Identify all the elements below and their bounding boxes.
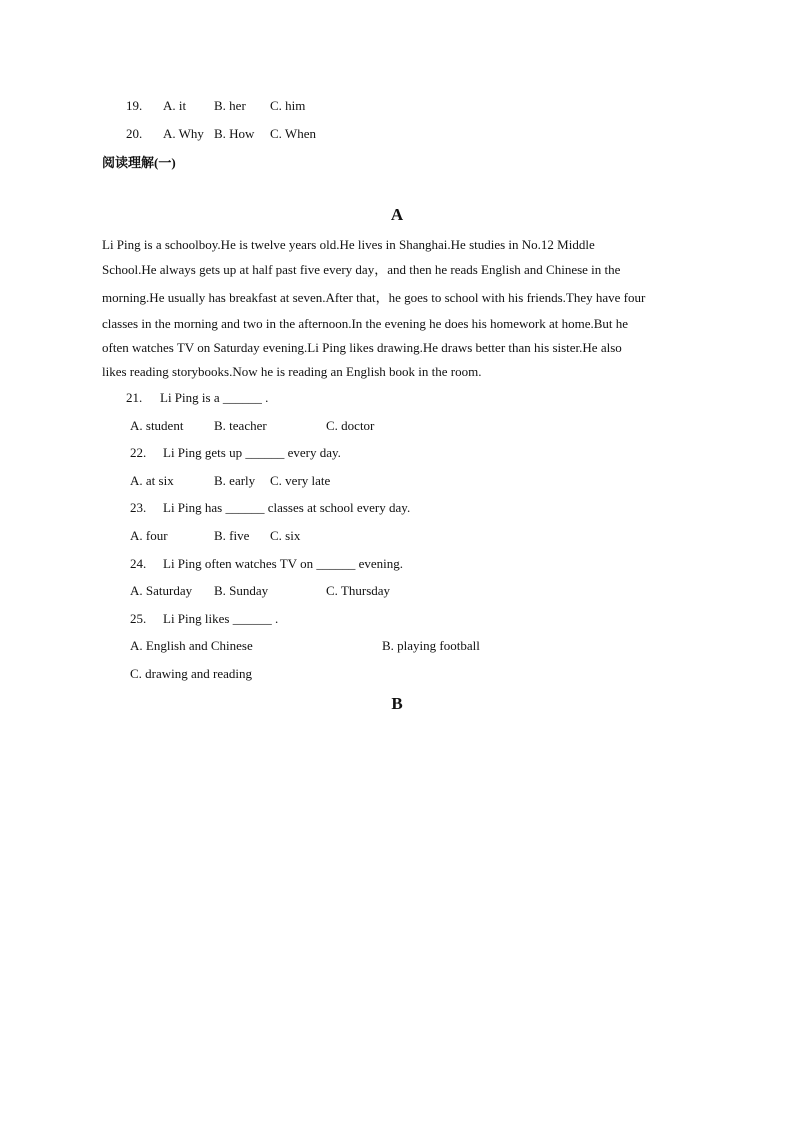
- option-c: C. six: [270, 528, 301, 543]
- passage-line: classes in the morning and two in the afternoon.In the evening he does his homework at home.But he: [102, 316, 629, 331]
- question-stem: Li Ping gets up ______ every day.: [163, 445, 341, 460]
- option-c: C. When: [270, 126, 316, 141]
- option-c: C. drawing and reading: [130, 666, 253, 681]
- passage-line: morning.He usually has breakfast at seven.After that，he goes to school with his friends.They have four: [102, 290, 646, 305]
- option-c: C. very late: [270, 473, 331, 488]
- option-a: A. Why: [163, 126, 204, 141]
- option-a: A. student: [130, 418, 184, 433]
- option-a: A. Saturday: [130, 583, 193, 598]
- option-b: B. playing football: [382, 638, 480, 653]
- option-a: A. at six: [130, 473, 174, 488]
- option-b: B. early: [214, 473, 256, 488]
- question-stem: Li Ping has ______ classes at school every day.: [163, 500, 411, 515]
- question-stem: Li Ping is a ______ .: [160, 390, 269, 405]
- passage-line: often watches TV on Saturday evening.Li Ping likes drawing.He draws better than his sister.He also: [102, 340, 622, 355]
- section-heading: 阅读理解(一): [102, 155, 176, 170]
- option-c: C. him: [270, 98, 306, 113]
- item-number: 20.: [126, 126, 143, 141]
- question-number: 21.: [126, 390, 143, 405]
- passage-line: School.He always gets up at half past five every day，and then he reads English and Chinese in the: [102, 262, 621, 277]
- question-number: 23.: [130, 500, 147, 515]
- question-number: 24.: [130, 556, 147, 571]
- question-number: 25.: [130, 611, 147, 626]
- option-b: B. teacher: [214, 418, 267, 433]
- question-stem: Li Ping often watches TV on ______ evening.: [163, 556, 403, 571]
- option-b: B. her: [214, 98, 246, 113]
- option-b: B. How: [214, 126, 255, 141]
- option-c: C. doctor: [326, 418, 375, 433]
- option-a: A. it: [163, 98, 187, 113]
- passage-line: Li Ping is a schoolboy.He is twelve years old.He lives in Shanghai.He studies in No.12 Middle: [102, 237, 595, 252]
- question-number: 22.: [130, 445, 147, 460]
- option-a: A. four: [130, 528, 168, 543]
- question-stem: Li Ping likes ______ .: [163, 611, 279, 626]
- passage-b-title: B: [391, 694, 403, 713]
- passage-a-title: A: [390, 205, 404, 224]
- option-a: A. English and Chinese: [130, 638, 253, 653]
- option-b: B. five: [214, 528, 250, 543]
- item-number: 19.: [126, 98, 143, 113]
- option-c: C. Thursday: [326, 583, 391, 598]
- passage-line: likes reading storybooks.Now he is reading an English book in the room.: [102, 364, 482, 379]
- option-b: B. Sunday: [214, 583, 269, 598]
